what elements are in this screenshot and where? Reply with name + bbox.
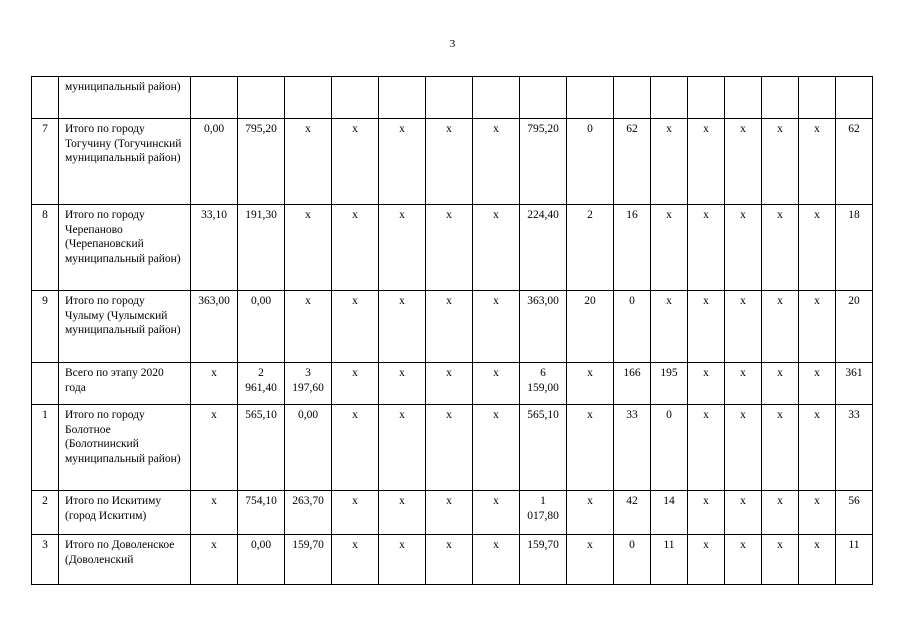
- value-cell: х: [379, 205, 426, 291]
- value-cell: х: [799, 205, 836, 291]
- value-cell: [379, 77, 426, 119]
- value-cell: 6 159,00: [520, 363, 567, 405]
- value-cell: х: [762, 535, 799, 585]
- value-cell: 0: [651, 405, 688, 491]
- value-cell: х: [762, 491, 799, 535]
- value-cell: х: [688, 405, 725, 491]
- value-cell: 263,70: [285, 491, 332, 535]
- value-cell: х: [426, 405, 473, 491]
- value-cell: х: [473, 405, 520, 491]
- value-cell: 363,00: [520, 291, 567, 363]
- table-row: [32, 291, 905, 363]
- value-cell: х: [799, 491, 836, 535]
- value-cell: х: [762, 291, 799, 363]
- value-cell: х: [426, 491, 473, 535]
- value-cell: х: [688, 535, 725, 585]
- value-cell: [651, 77, 688, 119]
- value-cell: 33,10: [191, 205, 238, 291]
- row-index-cell: 2: [32, 491, 59, 535]
- value-cell: х: [651, 205, 688, 291]
- value-cell: х: [567, 535, 614, 585]
- value-cell: х: [762, 405, 799, 491]
- value-cell: [191, 77, 238, 119]
- value-cell: [285, 77, 332, 119]
- table-row: [32, 405, 905, 491]
- value-cell: х: [688, 205, 725, 291]
- row-name-cell: муниципальный район): [59, 77, 191, 119]
- value-cell: 0,00: [285, 405, 332, 491]
- value-cell: х: [332, 363, 379, 405]
- value-cell: х: [799, 291, 836, 363]
- value-cell: х: [379, 491, 426, 535]
- value-cell: х: [473, 363, 520, 405]
- row-index-cell: 1: [32, 405, 59, 491]
- value-cell: 33: [614, 405, 651, 491]
- value-cell: х: [725, 405, 762, 491]
- value-cell: х: [191, 535, 238, 585]
- value-cell: 0: [614, 291, 651, 363]
- value-cell: х: [379, 363, 426, 405]
- value-cell: 565,10: [238, 405, 285, 491]
- value-cell: х: [379, 405, 426, 491]
- value-cell: х: [285, 119, 332, 205]
- value-cell: 159,70: [285, 535, 332, 585]
- table-row: [32, 205, 905, 291]
- value-cell: х: [191, 491, 238, 535]
- value-cell: 0: [614, 535, 651, 585]
- value-cell: 2: [567, 205, 614, 291]
- value-cell: х: [688, 363, 725, 405]
- page-number: 3: [449, 38, 456, 50]
- value-cell: х: [725, 291, 762, 363]
- row-index-cell: 8: [32, 205, 59, 291]
- value-cell: [520, 77, 567, 119]
- value-cell: 795,20: [520, 119, 567, 205]
- value-cell: х: [762, 119, 799, 205]
- table-row: [32, 119, 905, 205]
- value-cell: 20: [567, 291, 614, 363]
- value-cell: 62: [836, 119, 873, 205]
- value-cell: х: [379, 119, 426, 205]
- value-cell: х: [426, 119, 473, 205]
- value-cell: х: [426, 205, 473, 291]
- value-cell: х: [332, 205, 379, 291]
- value-cell: х: [688, 491, 725, 535]
- value-cell: 11: [651, 535, 688, 585]
- table-row: [32, 535, 905, 585]
- value-cell: 42: [614, 491, 651, 535]
- value-cell: х: [332, 491, 379, 535]
- value-cell: х: [332, 535, 379, 585]
- value-cell: х: [688, 291, 725, 363]
- value-cell: 159,70: [520, 535, 567, 585]
- value-cell: х: [191, 405, 238, 491]
- value-cell: 2 961,40: [238, 363, 285, 405]
- value-cell: х: [799, 363, 836, 405]
- value-cell: х: [379, 291, 426, 363]
- value-cell: 0,00: [191, 119, 238, 205]
- value-cell: х: [473, 291, 520, 363]
- row-name-cell: Итого по Доволенское (Доволенский: [59, 535, 191, 585]
- value-cell: 3 197,60: [285, 363, 332, 405]
- value-cell: [725, 77, 762, 119]
- row-index-cell: 9: [32, 291, 59, 363]
- value-cell: х: [332, 405, 379, 491]
- table-row: [32, 363, 905, 405]
- value-cell: х: [799, 535, 836, 585]
- row-name-cell: Итого по городу Тогучину (Тогучинский муниципальный район): [59, 119, 191, 205]
- value-cell: х: [762, 205, 799, 291]
- value-cell: 565,10: [520, 405, 567, 491]
- row-name-cell: Итого по городу Чулыму (Чулымский муниципальный район): [59, 291, 191, 363]
- value-cell: х: [473, 119, 520, 205]
- value-cell: х: [567, 405, 614, 491]
- value-cell: [614, 77, 651, 119]
- table-row: [32, 77, 905, 119]
- value-cell: 0: [567, 119, 614, 205]
- value-cell: 0,00: [238, 535, 285, 585]
- value-cell: 795,20: [238, 119, 285, 205]
- value-cell: [473, 77, 520, 119]
- value-cell: х: [332, 291, 379, 363]
- value-cell: х: [567, 363, 614, 405]
- value-cell: 20: [836, 291, 873, 363]
- value-cell: х: [651, 119, 688, 205]
- value-cell: х: [725, 119, 762, 205]
- row-index-cell: 3: [32, 535, 59, 585]
- value-cell: х: [426, 291, 473, 363]
- row-name-cell: Всего по этапу 2020 года: [59, 363, 191, 405]
- table-row: [32, 491, 905, 535]
- value-cell: х: [799, 405, 836, 491]
- row-name-cell: Итого по городу Черепаново (Черепановский муниципальный район): [59, 205, 191, 291]
- value-cell: х: [799, 119, 836, 205]
- value-cell: х: [426, 363, 473, 405]
- value-cell: 33: [836, 405, 873, 491]
- row-index-cell: [32, 77, 59, 119]
- value-cell: 56: [836, 491, 873, 535]
- value-cell: х: [651, 291, 688, 363]
- value-cell: х: [725, 205, 762, 291]
- row-name-cell: Итого по Искитиму (город Искитим): [59, 491, 191, 535]
- value-cell: 0,00: [238, 291, 285, 363]
- value-cell: 191,30: [238, 205, 285, 291]
- value-cell: х: [725, 363, 762, 405]
- value-cell: 16: [614, 205, 651, 291]
- value-cell: [426, 77, 473, 119]
- value-cell: х: [332, 119, 379, 205]
- value-cell: х: [473, 535, 520, 585]
- value-cell: х: [567, 491, 614, 535]
- value-cell: [567, 77, 614, 119]
- value-cell: 18: [836, 205, 873, 291]
- value-cell: х: [426, 535, 473, 585]
- value-cell: 166: [614, 363, 651, 405]
- value-cell: х: [725, 491, 762, 535]
- value-cell: 361: [836, 363, 873, 405]
- value-cell: х: [191, 363, 238, 405]
- value-cell: х: [473, 205, 520, 291]
- row-name-cell: Итого по городу Болотное (Болотнинский муниципальный район): [59, 405, 191, 491]
- value-cell: [799, 77, 836, 119]
- table-body: [32, 77, 905, 585]
- value-cell: х: [762, 363, 799, 405]
- value-cell: 224,40: [520, 205, 567, 291]
- value-cell: 14: [651, 491, 688, 535]
- value-cell: х: [285, 205, 332, 291]
- value-cell: [238, 77, 285, 119]
- value-cell: [762, 77, 799, 119]
- value-cell: 195: [651, 363, 688, 405]
- value-cell: 363,00: [191, 291, 238, 363]
- value-cell: [836, 77, 873, 119]
- row-index-cell: [32, 363, 59, 405]
- value-cell: 1 017,80: [520, 491, 567, 535]
- value-cell: х: [688, 119, 725, 205]
- data-table: [31, 76, 905, 585]
- row-index-cell: 7: [32, 119, 59, 205]
- value-cell: [332, 77, 379, 119]
- value-cell: 62: [614, 119, 651, 205]
- value-cell: [688, 77, 725, 119]
- value-cell: 11: [836, 535, 873, 585]
- value-cell: х: [473, 491, 520, 535]
- value-cell: х: [379, 535, 426, 585]
- value-cell: х: [285, 291, 332, 363]
- value-cell: 754,10: [238, 491, 285, 535]
- value-cell: х: [725, 535, 762, 585]
